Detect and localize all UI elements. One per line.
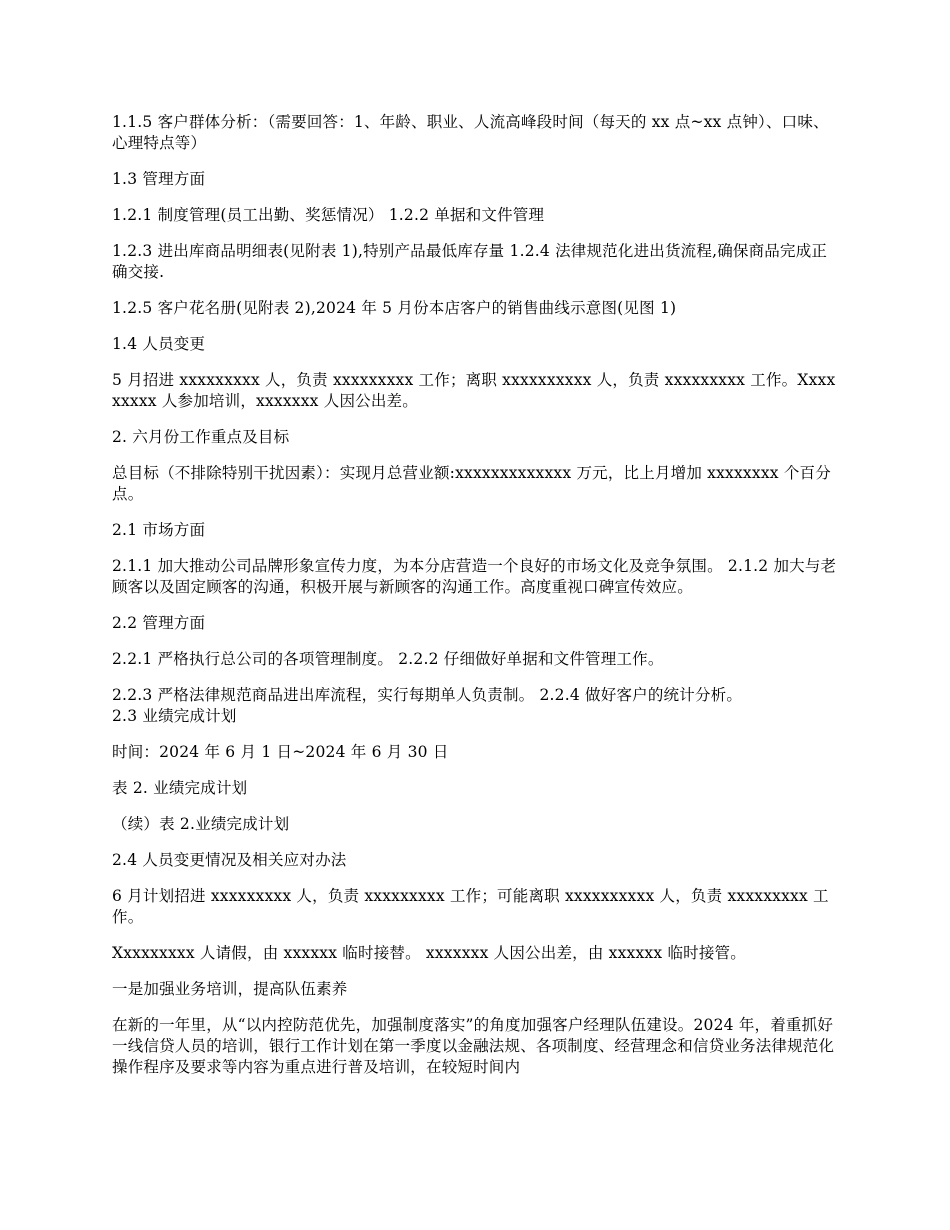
heading-management-2-2: 2.2 管理方面 bbox=[112, 614, 206, 632]
paragraph-training-details: 在新的一年里，从“以内控防范优先，加强制度落实”的角度加强客户经理队伍建设。2024 年，着重抓好一线信贷人员的培训，银行工作计划在第一季度以金融法规、各项制度、经营理念和信贷业务法律规范化操作程序及要求等内容为重点进行普及培训，在较短时间内 bbox=[112, 1016, 835, 1076]
paragraph-system-management: 1.2.1 制度管理(员工出勤、奖惩情况） 1.2.2 单据和文件管理 bbox=[112, 206, 545, 224]
paragraph-leave-coverage: Xxxxxxxxx 人请假，由 xxxxxx 临时接替。 xxxxxxx 人因公出差，由 xxxxxx 临时接管。 bbox=[112, 944, 746, 962]
paragraph-management-items-b: 2.2.3 严格法律规范商品进出库流程，实行每期单人负责制。 2.2.4 做好客户的统计分析。 bbox=[112, 686, 743, 704]
paragraph-june-staffing: 6 月计划招进 xxxxxxxxx 人，负责 xxxxxxxxx 工作；可能离职 xxxxxxxxxx 人，负责 xxxxxxxxx 工作。 bbox=[112, 887, 829, 926]
paragraph-management-items-a: 2.2.1 严格执行总公司的各项管理制度。 2.2.2 仔细做好单据和文件管理工作。 bbox=[112, 650, 664, 668]
caption-table-2: 表 2. 业绩完成计划 bbox=[112, 779, 248, 797]
paragraph-customer-roster: 1.2.5 客户花名册(见附表 2),2024 年 5 月份本店客户的销售曲线示意图(见图 1) bbox=[112, 299, 677, 317]
heading-management-1-3: 1.3 管理方面 bbox=[112, 170, 206, 188]
paragraph-overall-goal: 总目标（不排除特别干扰因素）：实现月总营业额:xxxxxxxxxxxxx 万元，比上月增加 xxxxxxxx 个百分点。 bbox=[112, 464, 831, 503]
heading-staff-changes-1-4: 1.4 人员变更 bbox=[112, 335, 206, 353]
document-page bbox=[112, 112, 838, 1093]
paragraph-market-items: 2.1.1 加大推动公司品牌形象宣传力度，为本分店营造一个良好的市场文化及竞争氛围。 2.1.2 加大与老顾客以及固定顾客的沟通，积极开展与新顾客的沟通工作。高度重视口碑宣传效应。 bbox=[112, 557, 837, 596]
paragraph-may-staffing: 5 月招进 xxxxxxxxx 人，负责 xxxxxxxxx 工作；离职 xxxxxxxxxx 人，负责 xxxxxxxxx 工作。Xxxxxxxxx 人参加培训，xxxxxxx 人因公出差。 bbox=[112, 371, 836, 410]
paragraph-inventory: 1.2.3 进出库商品明细表(见附表 1),特别产品最低库存量 1.2.4 法律规范化进出货流程,确保商品完成正确交接. bbox=[112, 242, 828, 281]
heading-june-goals: 2. 六月份工作重点及目标 bbox=[112, 428, 290, 446]
heading-training: 一是加强业务培训，提高队伍素养 bbox=[112, 980, 348, 998]
heading-performance-plan-2-3: 2.3 业绩完成计划 bbox=[112, 707, 237, 725]
heading-staff-changes-2-4: 2.4 人员变更情况及相关应对办法 bbox=[112, 851, 347, 869]
heading-market-2-1: 2.1 市场方面 bbox=[112, 521, 206, 539]
paragraph-customer-analysis: 1.1.5 客户群体分析：（需要回答：1、年龄、职业、人流高峰段时间（每天的 xx 点~xx 点钟）、口味、心理特点等） bbox=[112, 113, 829, 152]
paragraph-time-range: 时间：2024 年 6 月 1 日~2024 年 6 月 30 日 bbox=[112, 743, 449, 761]
caption-table-2-continued: （续）表 2.业绩完成计划 bbox=[112, 815, 290, 833]
